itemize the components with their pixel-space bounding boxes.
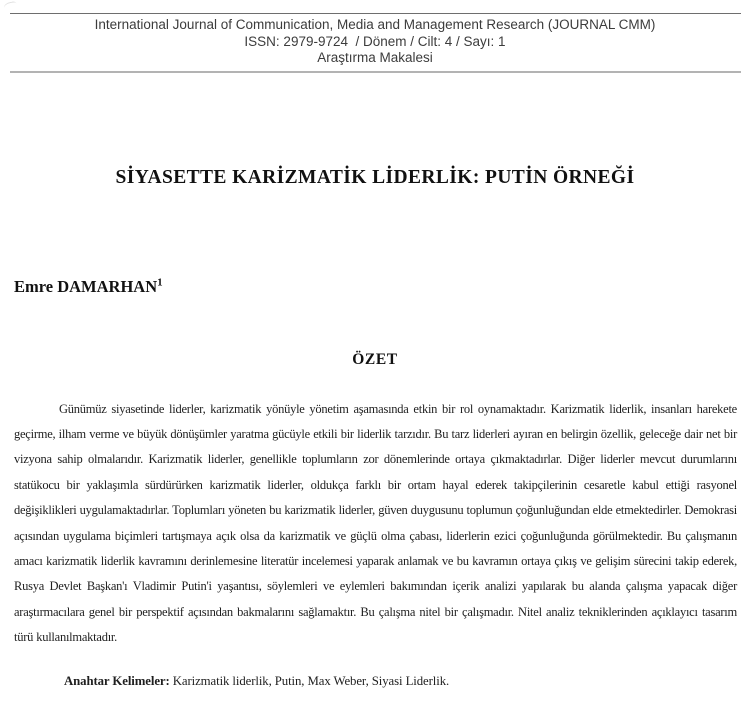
scan-artifact-mark bbox=[3, 1, 17, 12]
article-title: SİYASETTE KARİZMATİK LİDERLİK: PUTİN ÖRNEĞİ bbox=[115, 166, 635, 188]
abstract-paragraph: Günümüz siyasetinde liderler, karizmatik yönüyle yönetim aşamasında etkin bir rol oynamaktadır. Karizmatik liderlik, insanları harekete geçirme, ilham verme ve büyük dönüşümler yaratma gücüyle etkili bir liderlik tarzıdır. Bu tarz liderleri ayıran en belirgin özellik, geleceğe dair net bir vizyona sahip olmalarıdır. Karizmatik liderler, genellikle toplumların zor dönemlerinde ortaya çıkmaktadırlar. Diğer liderler mevcut durumlarını statükocu bir yaklaşımla sürdürürken karizmatik liderler, oldukça farklı bir ortam hayal ederek takipçilerinin cesaretle kabul ettiği rasyonel değişiklikleri uygulamaktadırlar. Toplumları yöneten bu karizmatik liderler, güven duygusunu toplumun çoğunluğundan elde etmektedirler. Demokrasi açısından uygulama biçimleri tartışmaya açık olsa da karizmatik ve güçlü olma çabası, liderlerin ezici çoğunluğunda görülmektedir. Bu çalışmanın amacı karizmatik liderlik kavramını derinlemesine literatür incelemesi yaparak anlamak ve bu kavramın ortaya çıkış ve gelişim sürecini takip ederek, Rusya Devlet Başkan'ı Vladimir Putin'i yaşantısı, söylemleri ve eylemleri bakımından içerik analizi yapılarak bu alanda çalışma yapacak diğer araştırmacılara genel bir perspektif açısından bakmalarını sağlamaktır. Bu çalışma nitel bir çalışmadır. Nitel analiz tekniklerinden açıklayıcı tasarım türü kullanılmaktadır. bbox=[14, 401, 737, 645]
journal-header bbox=[0, 13, 750, 73]
article-type-label: Araştırma Makalesi bbox=[317, 50, 433, 65]
keywords-text: Karizmatik liderlik, Putin, Max Weber, Siyasi Liderlik. bbox=[169, 673, 450, 688]
article-body bbox=[0, 163, 750, 691]
author-name: Emre DAMARHAN bbox=[14, 276, 158, 296]
header-bottom-rule bbox=[10, 71, 741, 73]
header-text-block bbox=[0, 17, 750, 67]
author-line bbox=[14, 275, 736, 299]
abstract-heading: ÖZET bbox=[352, 350, 398, 368]
header-top-rule bbox=[10, 13, 741, 14]
issue-info: ISSN: 2979-9724 / Dönem / Cilt: 4 / Sayı: 1 bbox=[244, 33, 506, 49]
author-footnote-marker: 1 bbox=[157, 276, 163, 288]
keywords-line bbox=[14, 671, 737, 691]
keywords-label: Anahtar Kelimeler: bbox=[64, 673, 170, 688]
journal-name: International Journal of Communication, Media and Management Research (JOURNAL CMM) bbox=[94, 17, 656, 32]
